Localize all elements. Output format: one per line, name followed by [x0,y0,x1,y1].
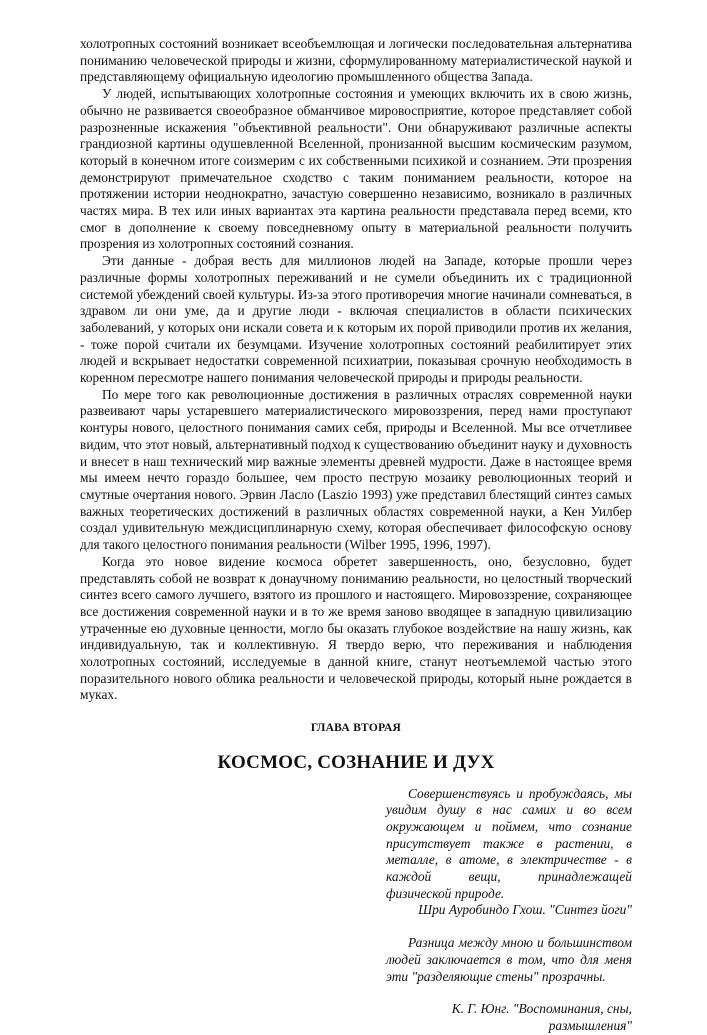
epigraph-quote: Совершенствуясь и пробуждаясь, мы увидим душу в нас самих и во всем окружающем и поймем, что сознание присутствует также в растении, в металле, в атоме, в электричестве - в каждой вещи, принадлежащей физической природе. [386,785,632,901]
epigraph-source: Шри Ауробиндо Гхош. "Синтез йоги" [418,902,632,918]
epigraph-block [386,786,632,1035]
paragraph: холотропных состояний возникает всеобъемлющая и логически последовательная альтернатива пониманию человеческой природы и жизни, сформулированному материалистической наукой и представляющему официальную идеологию промышленного общества Запада. [80,36,632,85]
paragraph: По мере того как революционные достижения в различных отраслях современной науки развеивают чары устаревшего материалистического мировоззрения, перед нами проступают контуры нового, целостного понимания самих себя, природы и Вселенной. Мы все отчетливее видим, что этот новый, альтернативный подход к существованию объединит науку и духовность и внесет в наш технический мир важные элементы древней мудрости. Даже в настоящее время мы имеем нечто гораздо большее, чем просто пеструю мозаику революционных теорий и смутные очертания нового. Эрвин Ласло (Laszio 1993) уже представил блестящий синтез самых важных теоретических достижений в различных областях современной науки, а Кен Уилбер создал удивительную междисциплинарную схему, которая обеспечивает философскую основу для такого целостного понимания реальности (Wilber 1995, 1996, 1997). [80,386,632,553]
epigraph-source-cont: размышления" [548,1017,632,1033]
paragraph: Эти данные - добрая весть для миллионов людей на Западе, которые прошли через различные формы холотропных переживаний и не сумели объединить их с традиционной системой убеждений своей культуры. Из-за этого противоречия многие начинали сомневаться, в здравом ли они уме, да и другие люди - включая специалистов в области психических заболеваний, у которых они искали совета и к которым их порой приводили против их желания, - тоже порой считали их безумцами. Изучение холотропных состояний реабилитирует этих людей и вскрывает недостатки современной психиатрии, показывая срочную необходимость в коренном пересмотре нашего понимания человеческой природы и природы реальности. [80,253,632,386]
epigraph-quote: Разница между мною и большинством людей заключается в том, что для меня эти "разделяющие стены" прозрачны. [386,935,632,984]
paragraph: У людей, испытывающих холотропные состояния и умеющих включить их в свою жизнь, обычно не развивается своеобразное обманчивое мировосприятие, которое представляет собой разрозненные искажения "объективной реальности". Они обнаруживают различные аспекты грандиозной картины одушевленной Вселенной, пронизанной высшим космическим разумом, который в конечном итоге соизмерим с их собственными психикой и сознанием. Эти прозрения демонстрируют примечательное сходство с таким пониманием реальности, которое на протяжении истории неоднократно, зачастую совершенно независимо, возникало в различных частях мира. В тех или иных вариантах эта картина реальности представала перед всеми, кто смог в дополнение к своему повседневному опыту в материальной реальности получить прозрения из холотропных состояний сознания. [80,86,632,252]
chapter-label: ГЛАВА ВТОРАЯ [310,722,402,735]
epigraph-source: К. Г. Юнг. "Воспоминания, сны, [451,1001,632,1017]
chapter-title: КОСМОС, СОЗНАНИЕ И ДУХ [217,751,495,773]
paragraph: Когда это новое видение космоса обретет завершенность, оно, безусловно, будет представлять собой не возврат к донаучному пониманию реальности, но целостный творческий синтез всего самого лучшего, взятого из прошлого и настоящего. Мировоззрение, сохраняющее все достижения современной науки и в то же время заново вводящее в западную цивилизацию утраченные ею духовные ценности, могло бы оказать глубокое воздействие на нашу жизнь, как индивидуальную, так и коллективную. Я твердо верю, что переживания и наблюдения холотропных состояний, исследуемые в данной книге, станут неотъемлемой частью этого поразительного нового облика реальности и человеческой природы, который ныне рождается в муках. [80,553,632,703]
document-page [80,36,632,1035]
